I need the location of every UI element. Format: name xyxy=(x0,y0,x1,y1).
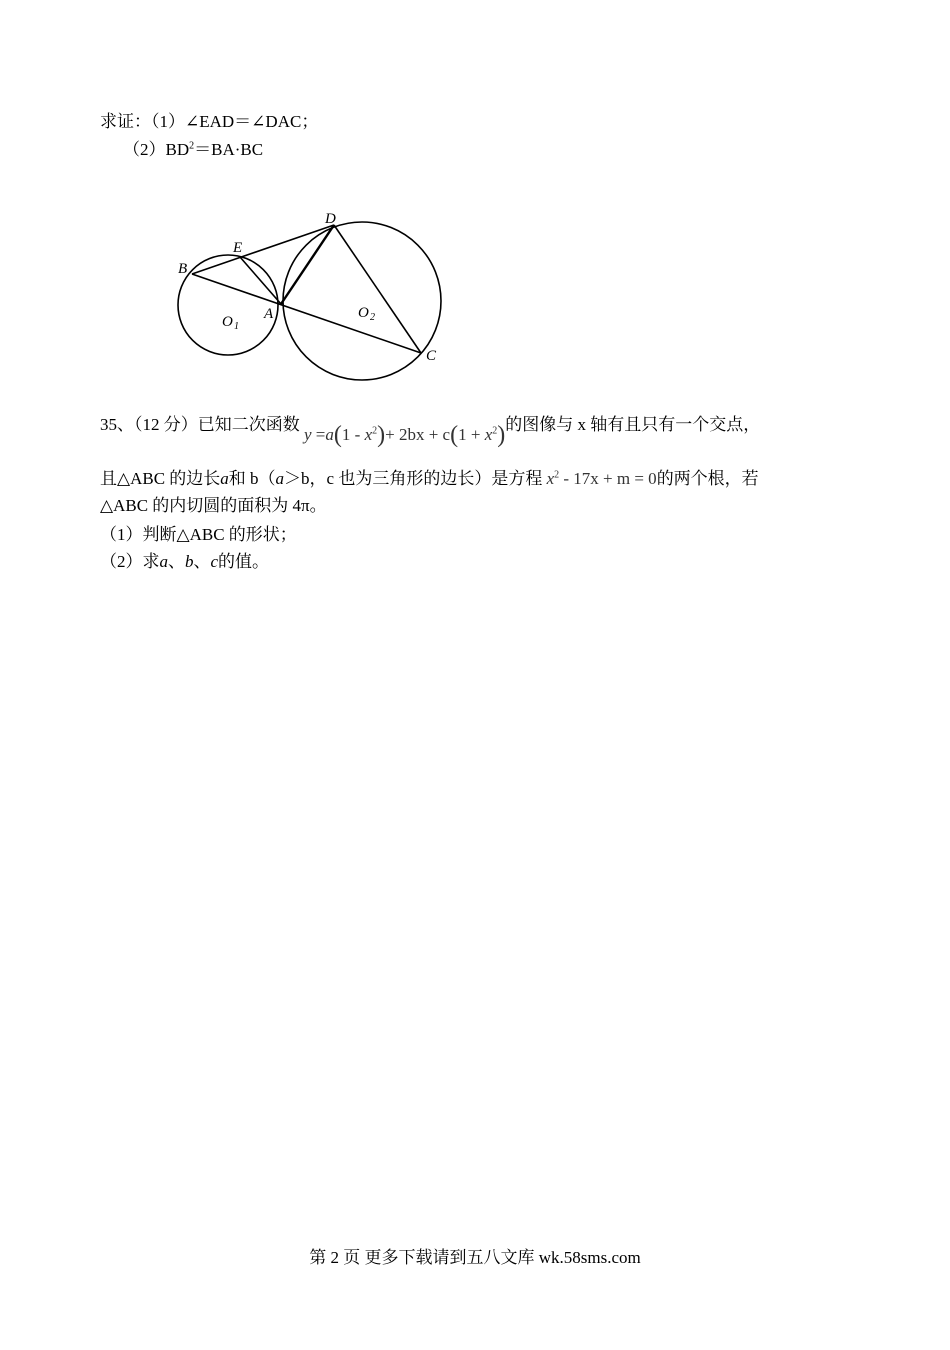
line2-text-b: 和 b（ xyxy=(228,469,276,488)
equation-2 xyxy=(547,469,657,488)
eq-x: x xyxy=(364,425,373,444)
label-e: E xyxy=(233,240,243,256)
segment-dc xyxy=(334,225,421,353)
label-o1: O xyxy=(222,314,233,330)
q2-post: 的值。 xyxy=(218,552,270,571)
q35-line-2 xyxy=(100,468,759,490)
q35-after-eq: 的图像与 x 轴有且只有一个交点， xyxy=(505,415,761,434)
q2-sep1: 、 xyxy=(168,552,185,571)
q2-a: a xyxy=(159,552,168,571)
eq-plus-2bx: + 2bx + c xyxy=(385,425,451,444)
proof-part2-pre: （2）BD xyxy=(123,140,190,159)
proof-part2-post: ＝BA·BC xyxy=(194,140,264,159)
eq-a: a xyxy=(325,425,334,444)
label-c: C xyxy=(426,348,437,364)
label-b: B xyxy=(178,261,188,277)
eq-1-plus: 1 + xyxy=(458,425,481,444)
line2-end: 的两个根，若 xyxy=(656,469,759,488)
q35-score: （12 分）已知二次函数 xyxy=(134,415,300,434)
q35-sub-2 xyxy=(100,551,269,573)
proof-prefix: 求证：（1）∠EAD＝∠DAC； xyxy=(100,112,319,131)
q2-sep2: 、 xyxy=(193,552,211,571)
eq-sq: 2 xyxy=(372,425,378,437)
eq2-x: x xyxy=(546,469,555,488)
q35-line-1 xyxy=(100,414,761,448)
eq-1-minus: 1 - xyxy=(341,425,361,444)
line2-text-c: ＞b，c 也为三角形的边长）是方程 xyxy=(284,469,543,488)
q35-line-3 xyxy=(100,495,327,517)
eq-equals: = xyxy=(315,425,326,444)
var-a: a xyxy=(220,469,229,488)
var-a2: a xyxy=(275,469,285,488)
geometry-figure xyxy=(170,205,460,390)
proof-line-1 xyxy=(100,111,318,133)
q35-number: 35、 xyxy=(100,415,134,434)
eq-x2: x xyxy=(484,425,493,444)
line3-text: △ABC 的内切圆的面积为 4π。 xyxy=(100,496,327,515)
label-o1-sub: 1 xyxy=(234,321,239,332)
label-a: A xyxy=(264,306,274,322)
segment-bd xyxy=(192,225,334,274)
circle-o1 xyxy=(178,255,278,355)
eq2-rest: - 17x + m = 0 xyxy=(563,469,657,488)
sub-question-1: （1）判断△ABC 的形状； xyxy=(100,525,297,544)
q2-c: c xyxy=(210,552,219,571)
proof-line-2 xyxy=(123,139,263,161)
segment-ad xyxy=(281,225,334,304)
circle-o2 xyxy=(283,222,441,380)
label-d: D xyxy=(325,211,336,227)
label-o2: O xyxy=(358,305,369,321)
eq-sq2: 2 xyxy=(492,425,498,437)
label-o2-sub: 2 xyxy=(370,312,375,323)
quadratic-equation: $y =a(1 - x^2)+ 2bx + c(1 + x^2)$ xyxy=(304,422,506,448)
q2-b: b xyxy=(185,552,194,571)
q2-pre: （2）求 xyxy=(100,552,160,571)
eq2-sq: 2 xyxy=(554,469,560,481)
eq-y: y xyxy=(304,425,312,444)
q35-sub-1 xyxy=(100,524,297,546)
geometry-svg xyxy=(170,205,460,390)
line2-text-a: 且△ABC 的边长 xyxy=(100,469,221,488)
proof-part2-sup: 2 xyxy=(189,140,195,152)
page-footer: 第 2 页 更多下载请到五八文库 wk.58sms.com xyxy=(309,1248,641,1267)
